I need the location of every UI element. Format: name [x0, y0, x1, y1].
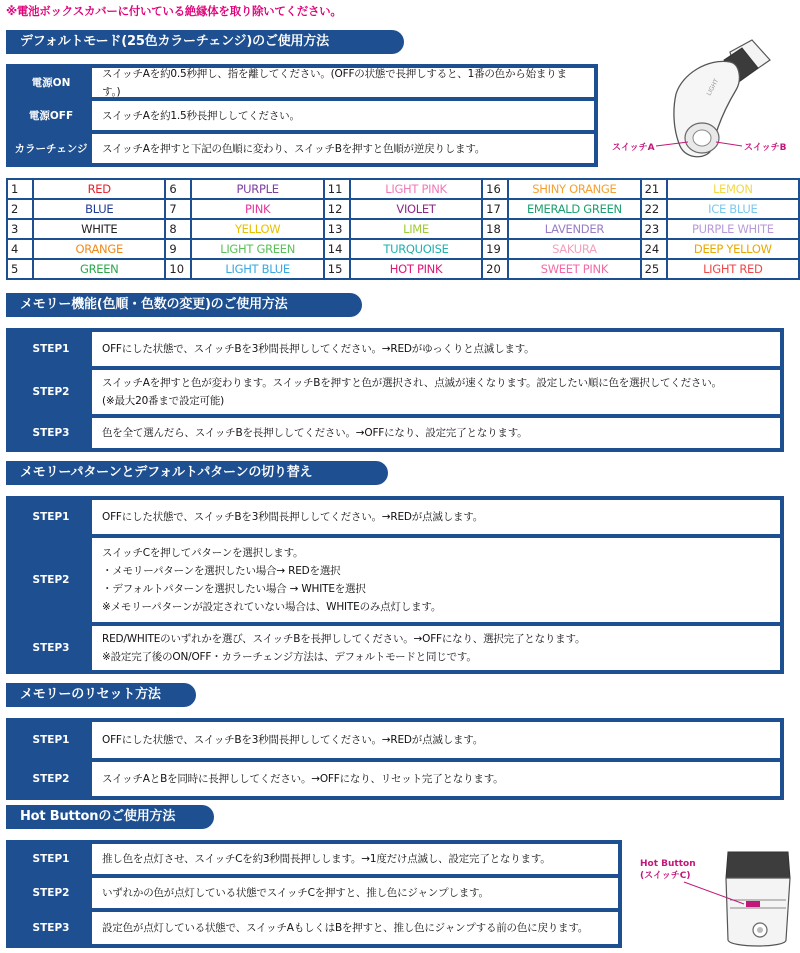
text-power-off: スイッチAを約1.5秒長押ししてください。: [92, 101, 594, 130]
hot-step3: [10, 912, 618, 944]
color-number: 8: [165, 219, 191, 239]
step-line: スイッチAを押すと色が変わります。スイッチBを押すと色が選択され、点滅が速くなります。設定したい順に色を選択してください。: [102, 377, 722, 389]
color-name: HOT PINK: [350, 259, 482, 279]
svg-text:LIGHT: LIGHT: [705, 77, 721, 97]
battery-warning: ※電池ボックスカバーに付いている絶縁体を取り除いてください。: [6, 4, 342, 18]
color-row: [7, 259, 799, 279]
step-line: RED/WHITEのいずれかを選び、スイッチBを長押ししてください。→OFFになり、選択完了となります。: [102, 633, 586, 645]
color-number: 12: [324, 199, 350, 219]
color-row: [7, 239, 799, 259]
text-color-change: スイッチAを押すと下記の色順に変わり、スイッチBを押すと色順が逆戻りします。: [92, 134, 594, 163]
section-title-reset: メモリーのリセット方法: [6, 683, 196, 707]
section-title-pattern-switch: メモリーパターンとデフォルトパターンの切り替え: [6, 461, 388, 485]
color-number: 17: [482, 199, 508, 219]
memory-box: [6, 328, 784, 452]
color-number: 6: [165, 179, 191, 199]
reset-box: [6, 718, 784, 800]
label-color-change: カラーチェンジ: [10, 134, 92, 163]
step-text: [92, 500, 780, 534]
step-line: スイッチCを押してパターンを選択します。: [102, 547, 304, 559]
color-number: 10: [165, 259, 191, 279]
section-title-memory: メモリー機能(色順・色数の変更)のご使用方法: [6, 293, 362, 317]
color-number: 24: [641, 239, 667, 259]
color-name: PINK: [191, 199, 323, 219]
color-number: 14: [324, 239, 350, 259]
color-row: [7, 179, 799, 199]
color-number: 1: [7, 179, 33, 199]
step-label: STEP2: [10, 762, 92, 796]
step-line: 推し色を点灯させ、スイッチCを約3秒間長押しします。→1度だけ点滅し、設定完了となります。: [102, 853, 551, 865]
color-number: 18: [482, 219, 508, 239]
step-line: (※最大20番まで設定可能): [102, 395, 225, 407]
switch-a-label: スイッチA: [612, 143, 655, 153]
color-number: 25: [641, 259, 667, 279]
step-line: ・デフォルトパターンを選択したい場合 → WHITEを選択: [102, 583, 366, 595]
step-text: [92, 418, 780, 448]
color-name: VIOLET: [350, 199, 482, 219]
step-label: STEP1: [10, 844, 92, 874]
color-number: 20: [482, 259, 508, 279]
step-text: [92, 370, 780, 414]
color-number: 15: [324, 259, 350, 279]
color-name: GREEN: [33, 259, 165, 279]
step-line: OFFにした状態で、スイッチBを3秒間長押ししてください。→REDが点滅します。: [102, 511, 484, 523]
color-name: LAVENDER: [508, 219, 640, 239]
row-power-on: [10, 68, 594, 97]
reset-step1: [10, 722, 780, 758]
color-number: 22: [641, 199, 667, 219]
color-row: [7, 219, 799, 239]
color-row: [7, 199, 799, 219]
label-power-on: 電源ON: [10, 68, 92, 97]
color-number: 16: [482, 179, 508, 199]
step-text: [92, 332, 780, 366]
reset-step2: [10, 762, 780, 796]
color-number: 5: [7, 259, 33, 279]
step-label: STEP3: [10, 626, 92, 670]
hot-button-box: [6, 840, 622, 948]
color-name: SHINY ORANGE: [508, 179, 640, 199]
step-line: OFFにした状態で、スイッチBを3秒間長押ししてください。→REDがゆっくりと点滅します。: [102, 343, 535, 355]
color-name: LIME: [350, 219, 482, 239]
device-illustration-bottom: [636, 848, 798, 951]
color-name: BLUE: [33, 199, 165, 219]
color-name: LIGHT RED: [667, 259, 799, 279]
color-name: ORANGE: [33, 239, 165, 259]
step-label: STEP2: [10, 878, 92, 908]
color-name: TURQUOISE: [350, 239, 482, 259]
step-label: STEP3: [10, 912, 92, 944]
color-number: 23: [641, 219, 667, 239]
color-name: EMERALD GREEN: [508, 199, 640, 219]
step-line: ※メモリーパターンが設定されていない場合は、WHITEのみ点灯します。: [102, 601, 442, 613]
color-order-table: [6, 178, 800, 280]
color-name: DEEP YELLOW: [667, 239, 799, 259]
color-number: 3: [7, 219, 33, 239]
color-name: SAKURA: [508, 239, 640, 259]
step-label: STEP1: [10, 332, 92, 366]
step-label: STEP2: [10, 370, 92, 414]
row-power-off: [10, 101, 594, 130]
color-name: SWEET PINK: [508, 259, 640, 279]
pattern-switch-box: [6, 496, 784, 674]
color-number: 13: [324, 219, 350, 239]
step-label: STEP1: [10, 722, 92, 758]
hot-step2: [10, 878, 618, 908]
color-name: LIGHT GREEN: [191, 239, 323, 259]
color-name: LIGHT PINK: [350, 179, 482, 199]
color-name: ICE BLUE: [667, 199, 799, 219]
color-name: WHITE: [33, 219, 165, 239]
step-line: ※設定完了後のON/OFF・カラーチェンジ方法は、デフォルトモードと同じです。: [102, 651, 477, 663]
step-line: ・メモリーパターンを選択したい場合→ REDを選択: [102, 565, 341, 577]
step-label: STEP2: [10, 538, 92, 622]
hot-step1: [10, 844, 618, 874]
pattern-step1: [10, 500, 780, 534]
section-title-default-mode: デフォルトモード(25色カラーチェンジ)のご使用方法: [6, 30, 404, 54]
step-text: [92, 538, 780, 622]
step-line: 色を全て選んだら、スイッチBを長押ししてください。→OFFになり、設定完了となります。: [102, 427, 528, 439]
step-text: [92, 912, 618, 944]
step-text: [92, 722, 780, 758]
hot-button-label-line2: (スイッチC): [640, 871, 691, 881]
color-number: 7: [165, 199, 191, 219]
step-line: OFFにした状態で、スイッチBを3秒間長押ししてください。→REDが点滅します。: [102, 734, 484, 746]
label-power-off: 電源OFF: [10, 101, 92, 130]
color-number: 2: [7, 199, 33, 219]
color-name: RED: [33, 179, 165, 199]
color-name: PURPLE WHITE: [667, 219, 799, 239]
color-name: PURPLE: [191, 179, 323, 199]
memory-step2: [10, 370, 780, 414]
step-text: [92, 878, 618, 908]
row-color-change: [10, 134, 594, 163]
device-illustration-top: [612, 34, 798, 166]
color-number: 4: [7, 239, 33, 259]
step-text: [92, 844, 618, 874]
pattern-step3: [10, 626, 780, 670]
hot-button-label-line1: Hot Button: [640, 859, 696, 869]
step-text: [92, 626, 780, 670]
step-line: いずれかの色が点灯している状態でスイッチCを押すと、推し色にジャンプします。: [102, 887, 489, 899]
memory-step3: [10, 418, 780, 448]
color-number: 9: [165, 239, 191, 259]
default-mode-box: [6, 64, 598, 167]
switch-b-label: スイッチB: [744, 143, 787, 153]
color-name: LEMON: [667, 179, 799, 199]
color-name: LIGHT BLUE: [191, 259, 323, 279]
penlight-bottom-icon: [636, 848, 798, 951]
pattern-step2: [10, 538, 780, 622]
step-label: STEP3: [10, 418, 92, 448]
color-number: 19: [482, 239, 508, 259]
section-title-hot-button: Hot Buttonのご使用方法: [6, 805, 214, 829]
step-line: スイッチAとBを同時に長押ししてください。→OFFになり、リセット完了となります。: [102, 773, 504, 785]
color-number: 11: [324, 179, 350, 199]
text-power-on: スイッチAを約0.5秒押し、指を離してください。(OFFの状態で長押しすると、1番の色から始まります。): [92, 68, 594, 97]
color-number: 21: [641, 179, 667, 199]
step-label: STEP1: [10, 500, 92, 534]
step-line: 設定色が点灯している状態で、スイッチAもしくはBを押すと、推し色にジャンプする前の色に戻ります。: [102, 922, 589, 934]
memory-step1: [10, 332, 780, 366]
step-text: [92, 762, 780, 796]
color-name: YELLOW: [191, 219, 323, 239]
